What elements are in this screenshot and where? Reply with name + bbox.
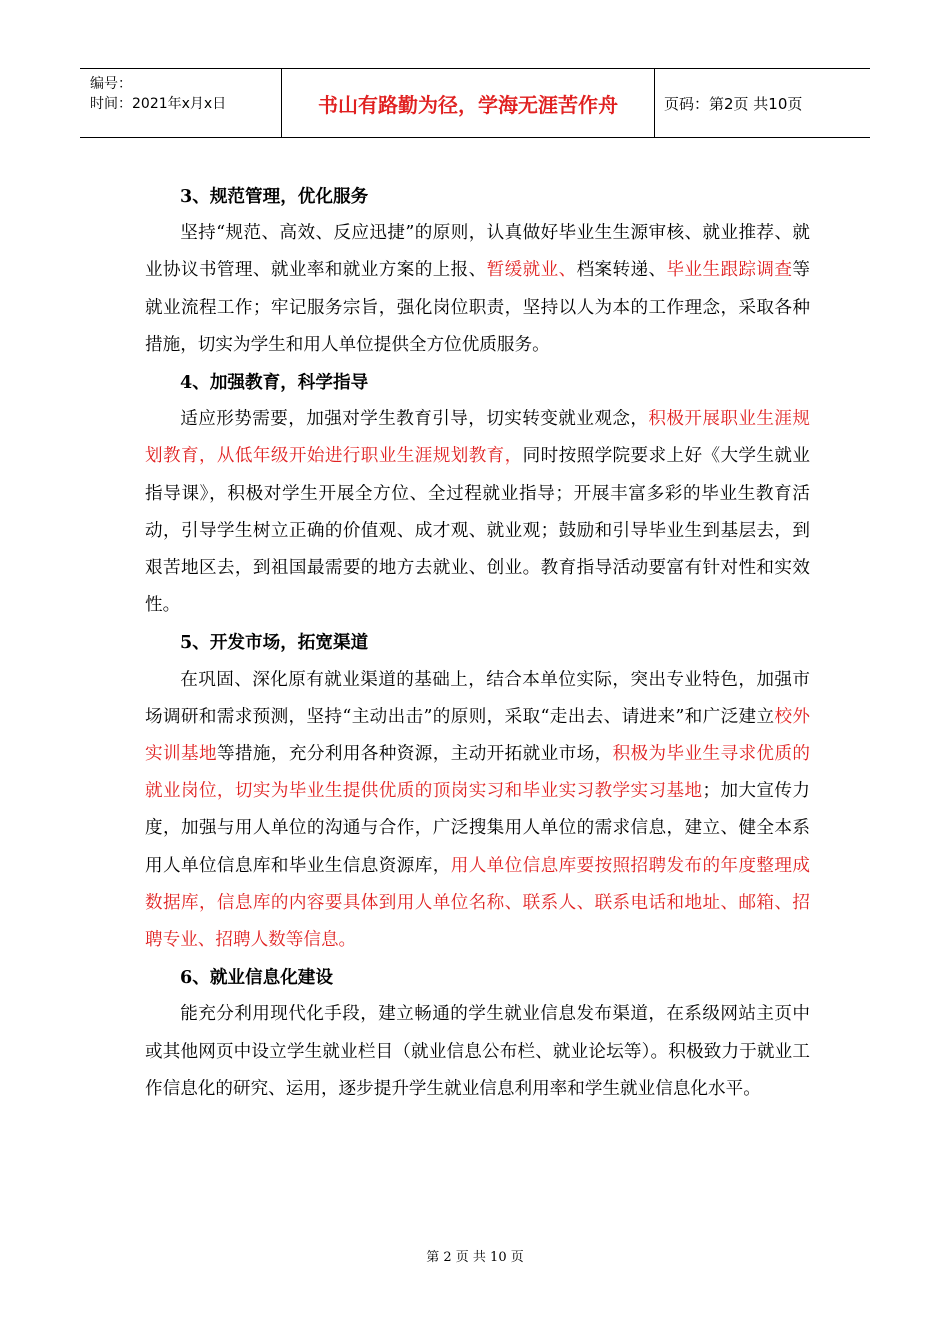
header-page-info-text: 页码：第2页 共10页: [664, 95, 803, 113]
body-text: 同时按照学院要求上好《大学生就业指导课》，积极对学生开展全方位、全过程就业指导；开展丰富多彩的毕业生教育活动，引导学生树立正确的价值观、成才观、就业观；鼓励和引导毕业生到基层去，到艰苦地区去，到祖国最需要的地方去就业、创业。教育指导活动要富有针对性和实效性。: [145, 446, 810, 616]
body-text: 档案转递、: [576, 260, 667, 281]
body-text: 能充分利用现代化手段，建立畅通的学生就业信息发布渠道，在系级网站主页中或其他网页中设立学生就业栏目（就业信息公布栏、就业论坛等）。积极致力于就业工作信息化的研究、运用，逐步提升学生就业信息利用率和学生就业信息化水平。: [145, 1004, 810, 1099]
document-body: [145, 178, 810, 1108]
body-text: 坚持“规范、高效、反应迅捷”的原则，认真做好毕业生生源审核、就业推荐、就业协议书管理、就业率和就业方案的上报、: [145, 223, 810, 281]
highlighted-text: 积极为毕业生寻求优质的就业岗位，切实为毕业生提供优质的顶岗实习和毕业实习教学实习基地: [145, 744, 810, 802]
header-meta: [80, 69, 280, 137]
section-heading: 3、规范管理，优化服务: [180, 186, 369, 207]
section-heading: 5、开发市场，拓宽渠道: [180, 632, 369, 654]
body-text: 等措施，充分利用各种资源，主动开拓就业市场，: [216, 744, 613, 765]
section-paragraph: [145, 215, 810, 364]
body-text: 在巩固、深化原有就业渠道的基础上，结合本单位实际，突出专业特色，加强市场调研和需求预测，坚持“主动出击”的原则，采取“走出去、请进来”和广泛建立: [145, 669, 810, 727]
body-text: 适应形势需要，加强对学生教育引导，切实转变就业观念，: [180, 409, 649, 430]
highlighted-text: 暂缓就业、: [486, 260, 577, 281]
page-footer: 第 2 页 共 10 页: [426, 1250, 524, 1265]
header-page-info: [654, 69, 870, 137]
highlighted-text: 毕业生跟踪调查: [666, 260, 793, 281]
highlighted-text: 校外实训基地: [145, 706, 810, 765]
body-text: 等就业流程工作；牢记服务宗旨，强化岗位职责，坚持以人为本的工作理念，采取各种措施，切实为学生和用人单位提供全方位优质服务。: [145, 260, 810, 355]
section-heading: 4、加强教育，科学指导: [180, 372, 369, 394]
page-header: [80, 68, 870, 138]
highlighted-text: 用人单位信息库要按照招聘发布的年度整理成数据库，信息库的内容要具体到用人单位名称、联系人、联系电话和地址、邮箱、招聘专业、招聘人数等信息。: [145, 855, 810, 951]
document-time-label: 时间：2021年x月x日: [90, 96, 227, 112]
highlighted-text: 积极开展职业生涯规划教育，从低年级开始进行职业生涯规划教育，: [145, 409, 810, 467]
document-number-label: 编号：: [90, 76, 132, 92]
section-heading: 6、就业信息化建设: [180, 967, 333, 989]
section-paragraph: [145, 662, 810, 960]
section-paragraph: [145, 401, 810, 624]
body-text: ；加大宣传力度，加强与用人单位的沟通与合作，广泛搜集用人单位的需求信息，建立、健全本系用人单位信息库和毕业生信息资源库，: [145, 781, 810, 876]
header-motto: 书山有路勤为径，学海无涯苦作舟: [281, 69, 655, 137]
section-paragraph: [145, 996, 810, 1108]
